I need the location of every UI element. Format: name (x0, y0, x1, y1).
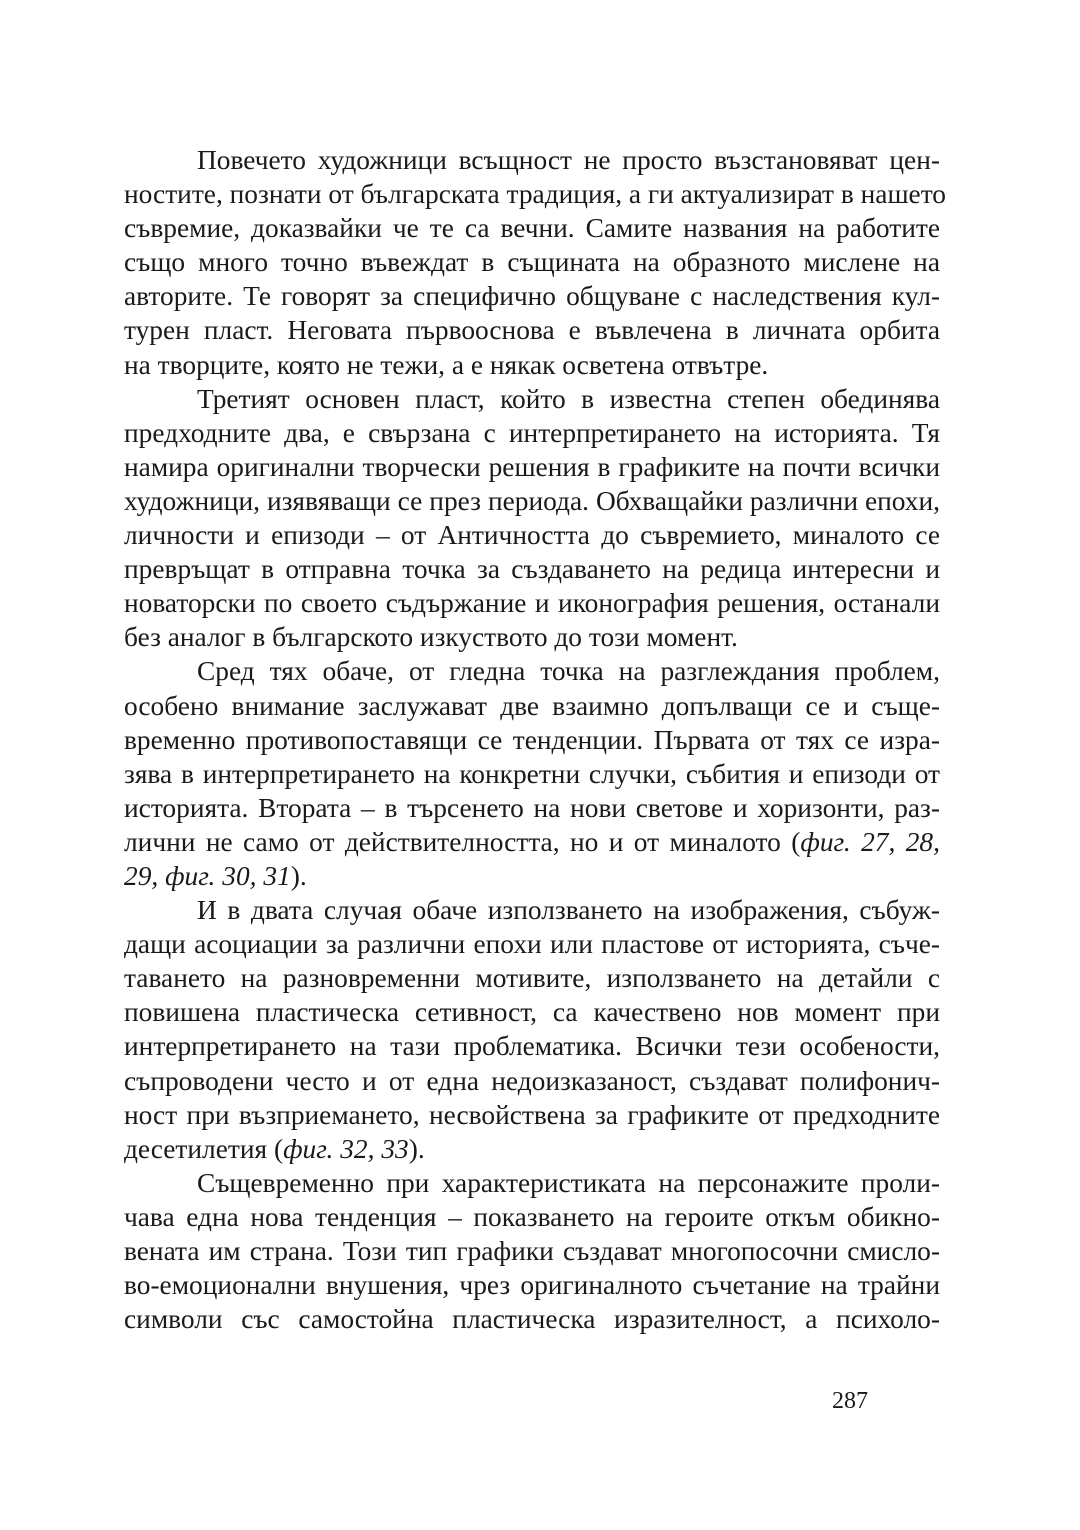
text-line: таването на разновременни мотивите, използването на детайли с (124, 963, 940, 994)
figure-reference: фиг. 32, 33 (283, 1133, 409, 1164)
body-text (124, 143, 946, 1336)
text-line: ност при възприемането, несвойствена за графиките от предходните (124, 1099, 940, 1130)
text-line: без аналог в българското изкуството до този момент. (124, 622, 738, 653)
paragraph (124, 893, 940, 1166)
text-line: Повечето художници всъщност не просто възстановяват цен- (197, 145, 940, 175)
figure-reference: 29, фиг. 30, 31 (124, 860, 291, 891)
text-line: символи със самостойна пластическа изразителност, а психоло- (124, 1304, 940, 1335)
text-line: вената им страна. Този тип графики създават многопосочни смисло- (124, 1236, 940, 1266)
text-line: авторите. Те говорят за специфично общуване с наследствения кул- (124, 281, 940, 312)
text-line: съпроводени често и от една недоизказаност, създават полифонич- (124, 1065, 940, 1096)
text-line: историята. Втората – в търсенето на нови светове и хоризонти, раз- (124, 792, 940, 823)
paragraph (124, 1166, 940, 1336)
text-segment: лични не само от действителността, но и от миналото ( (124, 826, 801, 857)
text-line: Същевременно при характеристиката на персонажите проли- (197, 1167, 940, 1198)
text-line: чава една нова тенденция – показването на героите откъм обикно- (124, 1201, 940, 1232)
paragraph (124, 382, 940, 655)
figure-reference: фиг. 27, 28, (800, 826, 940, 857)
text-line: зява в интерпретирането на конкретни случки, събития и епизоди от (124, 758, 940, 789)
text-line: Сред тях обаче, от гледна точка на разглеждания проблем, (197, 656, 940, 687)
text-line: превръщат в отправна точка за създаването на редица интересни и (124, 554, 940, 585)
text-line: личности и епизоди – от Античността до съвремието, миналото се (124, 520, 940, 551)
text-line: на творците, която не тежи, а е някак осветена отвътре. (124, 349, 769, 380)
text-line: ностите, познати от българската традиция, а ги актуализират в нашето (124, 179, 946, 210)
text-line: во-емоционални внушения, чрез оригиналното съчетание на трайни (124, 1270, 940, 1301)
text-line: намира оригинални творчески решения в графиките на почти всички (124, 451, 940, 482)
text-line: също много точно въвеждат в същината на образното мислене на (124, 247, 940, 278)
text-line: временно противопоставящи се тенденции. Първата от тях се изра- (124, 724, 940, 755)
text-line: дащи асоциации за различни епохи или пластове от историята, съче- (124, 929, 940, 960)
text-line (124, 859, 940, 893)
text-line (124, 1132, 940, 1166)
text-line: предходните два, е свързана с интерпретирането на историята. Тя (124, 417, 940, 448)
text-line: интерпретирането на тази проблематика. Всички тези особености, (124, 1031, 940, 1062)
text-line: съвремие, доказвайки че те са вечни. Самите названия на работите (124, 213, 940, 244)
text-line: особено внимание заслужават две взаимно допълващи се и съще- (124, 690, 940, 721)
text-segment: ). (408, 1133, 425, 1164)
text-line: повишена пластическа сетивност, са качествено нов момент при (124, 997, 940, 1028)
text-line: художници, изявяващи се през периода. Обхващайки различни епохи, (124, 485, 940, 516)
text-line: Третият основен пласт, който в известна степен обединява (197, 383, 940, 414)
page-number: 287 (832, 1388, 868, 1414)
text-segment: десетилетия ( (124, 1133, 284, 1164)
text-line (124, 825, 940, 859)
text-segment: ). (290, 860, 307, 891)
paragraph (124, 654, 940, 893)
text-line: турен пласт. Неговата първооснова е въвлечена в личната орбита (124, 315, 940, 346)
paragraph (124, 143, 946, 382)
text-line: новаторски по своето съдържание и иконография решения, останали (124, 588, 940, 619)
text-line: И в двата случая обаче използването на изображения, събуж- (197, 895, 940, 926)
